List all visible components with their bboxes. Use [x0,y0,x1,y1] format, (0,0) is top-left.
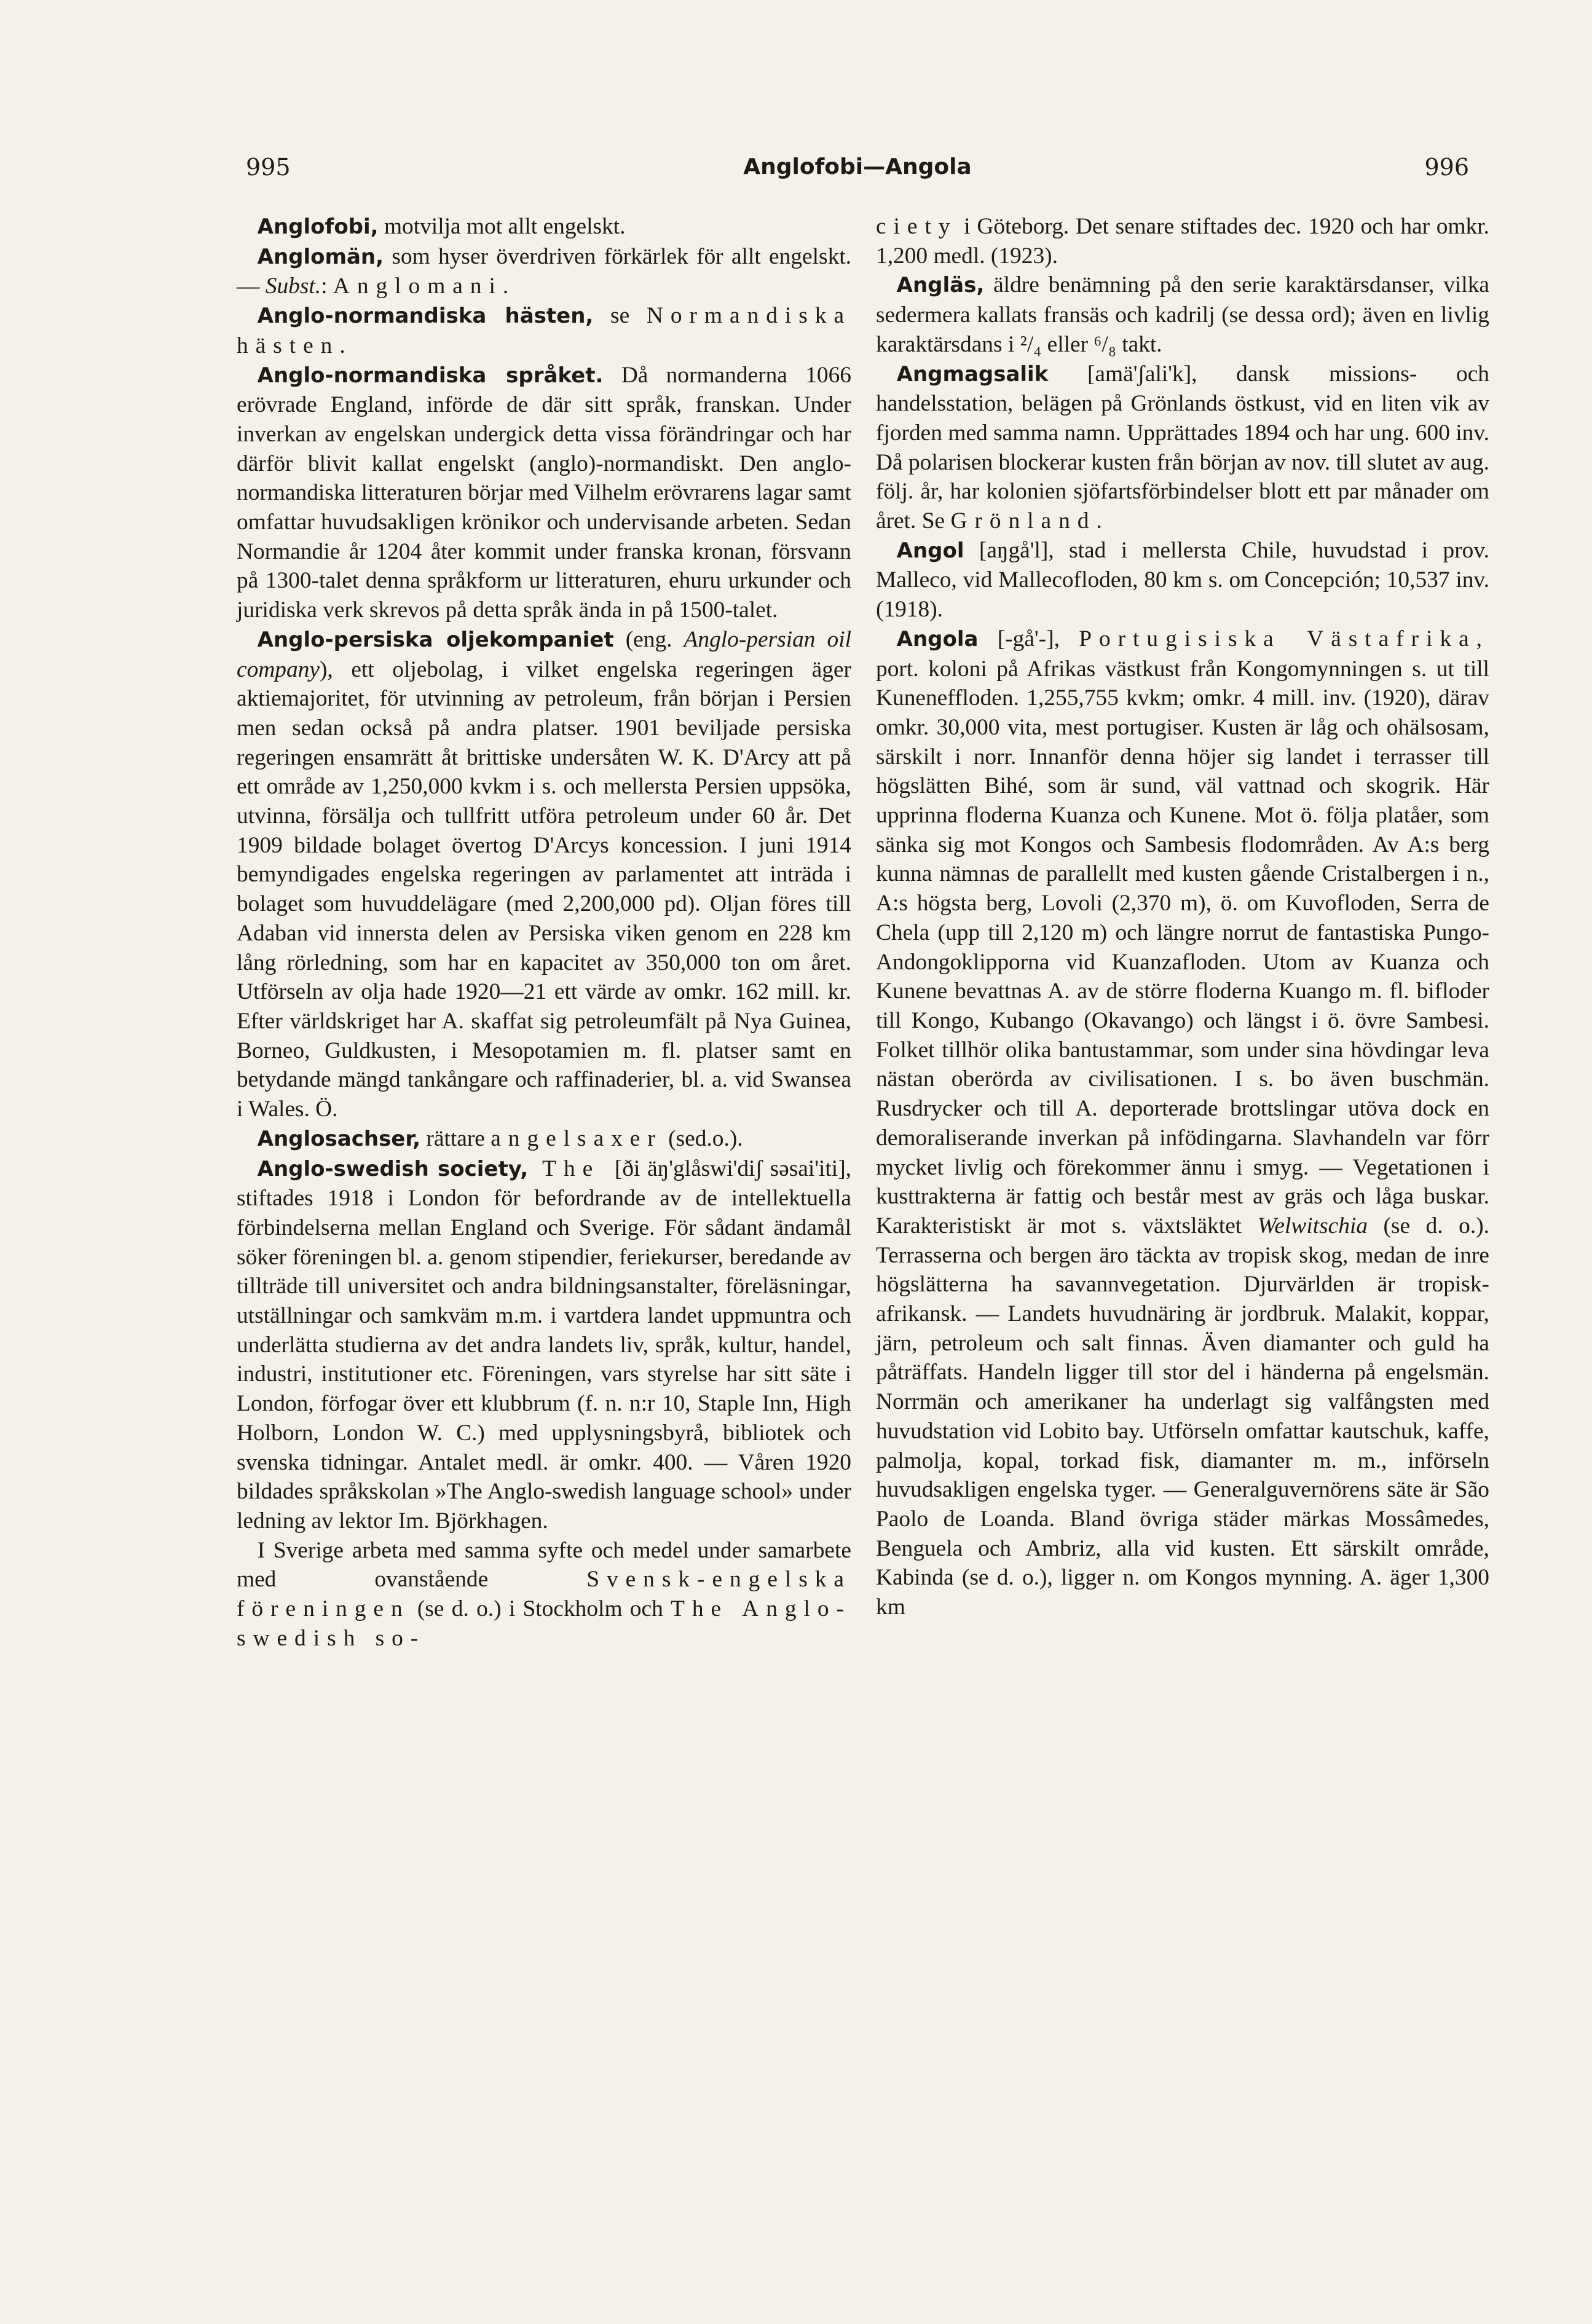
headword: Angola [896,626,979,652]
entry-text: (sed.o.). [662,1125,743,1151]
entry-anglo-swedish-society [237,1154,851,1536]
spaced-reference: angelsaxer [491,1125,663,1151]
left-column [237,212,851,1653]
entry-angloman [237,242,851,301]
entry-anglo-normandiska-spraket [237,361,851,625]
entry-text: [aŋgå'l], stad i mellersta Chile, huvudstad i prov. Malleco, vid Mallecofloden, 80 km s. om Concepción; 10,537 inv. (1918). [876,537,1489,623]
italic-text: Subst. [265,274,321,299]
spaced-reference: Svensk-engelska föreningen [237,1567,851,1622]
page-number-left: 995 [246,154,291,181]
spaced-reference: The Anglo-swedish so- [237,1596,851,1651]
headword: Anglosachser, [257,1126,421,1151]
entry-anglas [876,270,1489,359]
spaced-reference: Grönland. [950,508,1109,534]
entry-paragraph [237,1536,851,1653]
spaced-reference: Portugisiska Västafrika, [1079,626,1489,652]
entry-text: : [321,274,333,299]
entry-text: I Sverige arbeta med samma syfte och medel under samarbete med ovanstående [237,1537,851,1593]
entry-anglo-persiska-oljekompaniet [237,625,851,1124]
right-column [876,212,1489,1622]
headword: Anglomän, [257,244,384,269]
italic-text: Anglo-persian oil company [237,626,851,682]
entry-text: motvilja mot allt engelskt. [378,214,626,239]
headword: Angmagsalik [896,361,1049,387]
headword: Angläs, [896,273,985,298]
spaced-reference: The [528,1156,615,1181]
entry-anglo-normandiska-hasten [237,301,851,360]
entry-text: se [593,303,647,329]
entry-text: (se d. o.). Terrasserna och bergen äro täckta av tropisk skog, medan de inre högslätterna ha savannvegetation. Djurvärlden är tropisk-afrikansk. — Landets huvudnäring är jordbruk. Malakit, koppar, järn, petroleum och salt finnas. Även diamanter och guld ha påträffats. Handeln ligger till stor del i händerna på engelsmän. Norrmän och amerikaner ha underlagt sig valfångsten med huvudstation vid Lobito bay. Utförseln omfattar kautschuk, kaffe, palmolja, kopal, torkad fisk, diamanter m. m., införseln huvudsakligen engelska tyger. — Generalguvernörens säte är São Paolo de Loanda. Bland övriga städer märkas Mossâmedes, Benguela och Ambriz, alla vid kusten. Ett särskilt område, Kabinda (se d. o.), ligger n. om Kongos mynning. A. äger 1,300 km [876,1213,1489,1620]
spaced-reference: Anglomani. [333,274,516,299]
headword: Anglo-normandiska språket. [257,363,604,388]
entry-angola [876,624,1489,1622]
headword: Anglo-normandiska hästen, [257,304,594,329]
entry-text: i Göteborg. Det senare stiftades dec. 1920 och har omkr. 1,200 medl. (1923). [876,214,1489,269]
entry-anglofobi [237,212,851,242]
entry-text: som hyser överdriven förkärlek för allt engelskt. — [237,243,851,299]
italic-text: Welwitschia [1257,1213,1368,1239]
entry-angol [876,536,1489,624]
entry-anglosachser [237,1124,851,1154]
entry-text: rättare [420,1125,491,1151]
entry-text: (eng. [613,626,684,652]
entry-text: äldre benämning på den serie karaktärsdanser, vilka sedermera kallats fransäs och kadrilj (se dessa ord); även en livlig karaktärsdans i ²/₄ eller ⁶/₈ takt. [876,272,1489,357]
spaced-reference: ciety [876,214,958,239]
headword: Anglo-swedish society, [257,1156,529,1181]
entry-text: [-gå'-], [978,626,1079,652]
running-head [246,149,1469,186]
entry-text: port. koloni på Afrikas västkust från Kongomynningen s. ut till Kuneneffloden. 1,255,755 kvkm; omkr. 4 mill. inv. (1920), därav omkr. 30,000 vita, mest portugiser. Kusten är låg och ohälsosam, särskilt i norr. Innanför denna höjer sig landet i terrasser till högslätten Bihé, som är sund, väl vattnad och skogrik. Här upprinna floderna Kuanza och Kunene. Mot ö. följa platåer, som sänka sig mot Kongos och Sambesis flodområden. Av A:s berg kunna nämnas de parallellt med kusten gående Cristalbergen i n., A:s högsta berg, Lovoli (2,370 m), ö. om Kuvofloden, Serra de Chela (upp till 2,120 m) och längre norrut de fantastiska Pungo-Andongoklipporna vid Kuanzafloden. Utom av Kuanza och Kunene bevattnas A. av de större floderna Kuango m. fl. bifloder till Kongo, Kubango (Okavango) och längst i ö. övre Sambesi. Folket tillhör olika bantustammar, som under sina hövdingar leva nästan oberörda av civilisationen. I s. bo även buschmän. Rusdrycker och till A. deporterade brottslingar utöva dock en demoraliserande inverkan på infödingarna. Slavhandeln var förr mycket livlig och förekommer ännu i smyg. — Vegetationen i kusttrakterna är fattig och består mest av gräs och låga buskar. Karakteristiskt är mot s. växtsläktet [876,656,1489,1239]
spaced-reference: Normandiska hästen. [237,303,852,358]
entry-text: (se d. o.) i Stockholm och [409,1596,671,1622]
entry-text: [ði äŋ'glåswi'diʃ səsai'iti], stiftades 1918 i London för befordrande av de intellektuella förbindelserna mellan England och Sverige. För sådant ändamål söker föreningen bl. a. genom stipendier, feriekurser, beredande av tillträde till universitet och andra bildningsanstalter, föreläsningar, utställningar och samkväm m.m. i vartdera landet uppmuntra och underlätta studierna av det andra landets liv, språk, kultur, handel, industri, institutioner etc. Föreningen, vars styrelse har sitt säte i London, förfogar över ett klubbrum (f. n. n:r 10, Staple Inn, High Holborn, London W. C.) med upplysningsbyrå, bibliotek och svenska tidningar. Antalet medl. är omkr. 400. — Våren 1920 bildades språkskolan »The Anglo-swedish language school» under ledning av lektor Im. Björkhagen. [237,1156,851,1534]
page-number-right: 996 [1424,154,1469,181]
headword: Angol [896,538,964,563]
entry-text: Då normanderna 1066 erövrade England, införde de där sitt språk, franskan. Under inverkan av engelskan undergick detta vissa förändringar och har därför blivit kallat engelskt (anglo)-normandiskt. Den anglo-normandiska litteraturen börjar med Vilhelm erövrarens lagar samt omfattar huvudsakligen krönikor och undervisande arbeten. Sedan Normandie år 1204 åter kommit under franska kronan, försvann på 1300-talet denna språkform ur litteraturen, ehuru urkunder och juridiska verk skrevos på detta språk ända in på 1500-talet. [237,362,851,623]
entry-angmagsalik [876,360,1489,536]
entry-text: ), ett oljebolag, i vilket engelska regeringen äger aktiemajoritet, för utvinning av petroleum, från början i Persien men sedan också på andra platser. 1901 beviljade persiska regeringen ensamrätt åt brittiske undersåten W. K. D'Arcy att på ett område av 1,250,000 kvkm i s. och mellersta Persien uppsöka, utvinna, försälja och tullfritt utföra petroleum under 60 år. Det 1909 bildade bolaget övertog D'Arcys koncession. I juni 1914 bemyndigades engelska regeringen av parlamentet att inträda i bolaget som huvuddelägare (med 2,200,000 pd). Oljan föres till Adaban vid innersta delen av Persiska viken genom en 228 km lång rörledning, som har en kapacitet av 350,000 ton om året. Utförseln av olja hade 1920—21 ett värde av omkr. 162 mill. kr. Efter världskriget har A. skaffat sig petroleumfält på Nya Guinea, Borneo, Guldkusten, i Mesopotamien m. fl. platser samt en betydande mängd tankångare och raffinaderier, bl. a. vid Swansea i Wales. Ö. [237,656,851,1122]
entry-text: [amä'ʃali'k], dansk missions- och handelsstation, belägen på Grönlands östkust, vid en liten vik av fjorden med samma namn. Upprättades 1894 och har ung. 600 inv. Då polarisen blockerar kusten från början av nov. till slutet av aug. följ. år, har kolonien sjöfartsförbindelser blott ett par månader om året. Se [876,361,1489,534]
running-title: Anglofobi—Angola [743,154,972,179]
headword: Anglofobi, [257,215,379,239]
entry-continuation [876,212,1489,270]
headword: Anglo-persiska oljekompaniet [257,627,614,652]
